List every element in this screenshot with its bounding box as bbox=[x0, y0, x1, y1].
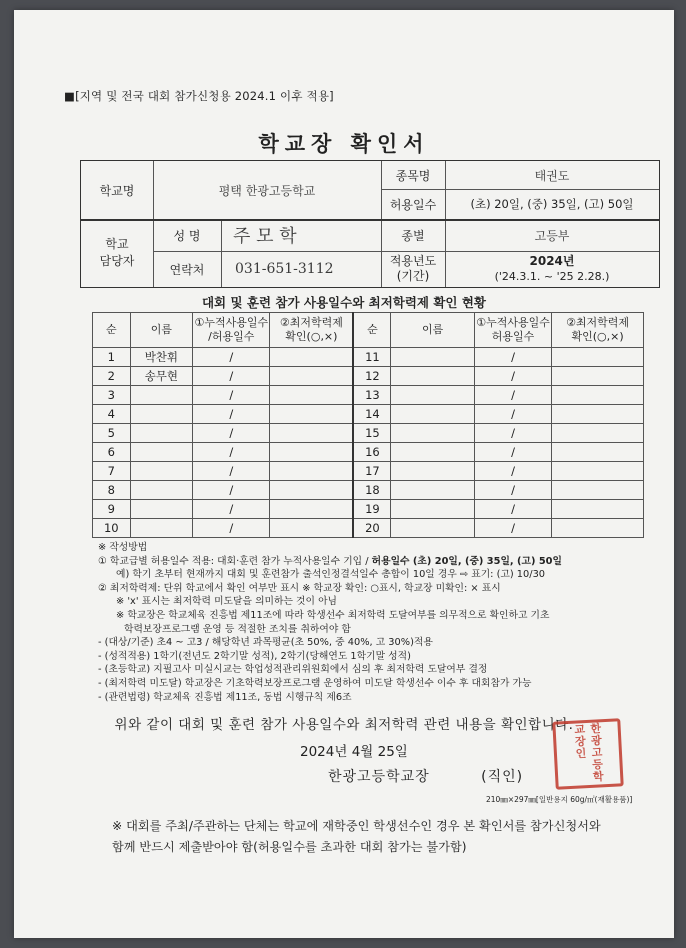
row-no-2: 15 bbox=[353, 424, 391, 443]
table-row bbox=[93, 386, 644, 405]
row-no-2: 11 bbox=[353, 348, 391, 367]
principal-title: 한광고등학교장 (직인) bbox=[328, 769, 524, 785]
name-label: 성 명 bbox=[173, 228, 201, 243]
row-no-2: 12 bbox=[353, 367, 391, 386]
table-row bbox=[93, 443, 644, 462]
note-1-example: 예) 학기 초부터 현재까지 대회 및 훈련참가 출석인정결석일수 총합이 10일 경우 ⇨ 표기: (고) 10/30 bbox=[116, 569, 546, 581]
row-name: 송무현 bbox=[130, 367, 193, 386]
row-no-2: 14 bbox=[353, 405, 391, 424]
allowed-days-label: 허용일수 bbox=[389, 197, 437, 212]
row-no: 8 bbox=[93, 481, 131, 500]
row-name-2 bbox=[391, 424, 474, 443]
row-min-2 bbox=[552, 348, 644, 367]
row-min-2 bbox=[552, 367, 644, 386]
col-no-2: 순 bbox=[353, 313, 391, 348]
row-min-2 bbox=[552, 424, 644, 443]
row-no-2: 18 bbox=[353, 481, 391, 500]
row-min bbox=[270, 462, 353, 481]
row-name-2 bbox=[391, 519, 474, 538]
row-days: / bbox=[193, 367, 270, 386]
row-no: 4 bbox=[93, 405, 131, 424]
row-min-2 bbox=[552, 462, 644, 481]
col-days: ①누적사용일수 /허용일수 bbox=[193, 313, 270, 348]
row-name-2 bbox=[391, 405, 474, 424]
note-9: - (관련법령) 학교체육 진흥법 제11조, 동법 시행규칙 제6조 bbox=[98, 691, 352, 703]
row-name-2 bbox=[391, 462, 474, 481]
row-min-2 bbox=[552, 386, 644, 405]
note-1: ① 학교급별 허용일수 적용: 대회·훈련 참가 누적사용일수 기입 / 허용일수 (초) 20일, (중) 35일, (고) 50일 bbox=[98, 555, 562, 567]
row-min-2 bbox=[552, 500, 644, 519]
row-name bbox=[130, 424, 193, 443]
row-min bbox=[270, 481, 353, 500]
col-min: ②최저학력제 확인(○,×) bbox=[270, 313, 353, 348]
instructions bbox=[98, 541, 658, 704]
event-label: 종목명 bbox=[395, 168, 431, 183]
table-row bbox=[93, 481, 644, 500]
category-label: 종별 bbox=[401, 228, 425, 243]
row-min-2 bbox=[552, 481, 644, 500]
note-6: - (성적적용) 1학기(전년도 2학기말 성적), 2학기(당해연도 1학기말 성적) bbox=[98, 650, 411, 662]
col-no: 순 bbox=[93, 313, 131, 348]
row-name bbox=[130, 519, 193, 538]
col-name: 이름 bbox=[130, 313, 193, 348]
row-name-2 bbox=[391, 443, 474, 462]
row-name-2 bbox=[391, 367, 474, 386]
table-row bbox=[93, 519, 644, 538]
row-days: / bbox=[193, 500, 270, 519]
table-row bbox=[93, 405, 644, 424]
row-name-2 bbox=[391, 500, 474, 519]
col-days-2: ①누적사용일수 허용일수 bbox=[474, 313, 551, 348]
note-3: ※ 'x' 표시는 최저학력 미도달을 의미하는 것이 아님 bbox=[116, 596, 338, 608]
official-seal-stamp: 한광고등학교장인 bbox=[552, 718, 623, 789]
row-no: 3 bbox=[93, 386, 131, 405]
row-min-2 bbox=[552, 519, 644, 538]
row-days-2: / bbox=[474, 348, 551, 367]
row-min bbox=[270, 500, 353, 519]
row-no: 6 bbox=[93, 443, 131, 462]
contact-label: 연락처 bbox=[169, 262, 205, 277]
category-value: 고등부 bbox=[534, 228, 570, 243]
row-name bbox=[130, 443, 193, 462]
row-name: 박찬휘 bbox=[130, 348, 193, 367]
contact-value: 031-651-3112 bbox=[235, 261, 334, 277]
footer-note: ※ 대회를 주최/주관하는 단체는 학교에 재학중인 학생선수인 경우 본 확인서를 참가신청서와 함께 반드시 제출받아야 함(허용일수를 초과한 대회 참가는 불가함) bbox=[112, 819, 601, 854]
row-days-2: / bbox=[474, 367, 551, 386]
row-min bbox=[270, 424, 353, 443]
table-row bbox=[93, 348, 644, 367]
row-no-2: 13 bbox=[353, 386, 391, 405]
note-4: ※ 학교장은 학교체육 진흥법 제11조에 따라 학생선수 최저학력 도달여부를 의무적으로 확인하고 기초 bbox=[116, 609, 550, 621]
table-row bbox=[93, 367, 644, 386]
signature-date: 2024년 4월 25일 bbox=[300, 744, 408, 760]
row-min-2 bbox=[552, 405, 644, 424]
allowed-days-value: (초) 20일, (중) 35일, (고) 50일 bbox=[470, 197, 634, 211]
info-table bbox=[80, 160, 660, 288]
roster-table bbox=[92, 312, 644, 538]
row-no-2: 17 bbox=[353, 462, 391, 481]
row-name bbox=[130, 500, 193, 519]
row-days-2: / bbox=[474, 500, 551, 519]
row-no-2: 19 bbox=[353, 500, 391, 519]
row-no-2: 20 bbox=[353, 519, 391, 538]
row-days: / bbox=[193, 424, 270, 443]
row-min bbox=[270, 367, 353, 386]
row-min bbox=[270, 519, 353, 538]
row-days-2: / bbox=[474, 443, 551, 462]
row-days: / bbox=[193, 386, 270, 405]
note-7: - (초등학교) 지필고사 미실시교는 학업성적관리위원회에서 심의 후 최저학력 도달여부 결정 bbox=[98, 664, 488, 676]
school-value: 평택 한광고등학교 bbox=[218, 183, 316, 198]
row-days-2: / bbox=[474, 519, 551, 538]
row-no: 5 bbox=[93, 424, 131, 443]
row-name bbox=[130, 462, 193, 481]
note-4-cont: 학력보장프로그램 운영 등 적절한 조치를 취하여야 함 bbox=[124, 623, 351, 635]
row-name bbox=[130, 386, 193, 405]
name-value: 주 모 학 bbox=[233, 226, 297, 247]
row-name-2 bbox=[391, 386, 474, 405]
row-days-2: / bbox=[474, 462, 551, 481]
paper-spec: 210㎜×297㎜[일반용지 60g/㎡(재활용품)] bbox=[486, 795, 633, 804]
row-days-2: / bbox=[474, 386, 551, 405]
table-row bbox=[93, 462, 644, 481]
row-name-2 bbox=[391, 348, 474, 367]
row-days-2: / bbox=[474, 481, 551, 500]
col-min-2: ②최저학력제 확인(○,×) bbox=[552, 313, 644, 348]
row-min bbox=[270, 386, 353, 405]
col-name-2: 이름 bbox=[391, 313, 474, 348]
row-no: 1 bbox=[93, 348, 131, 367]
row-min bbox=[270, 405, 353, 424]
section-title: 대회 및 훈련 참가 사용일수와 최저학력제 확인 현황 bbox=[201, 295, 487, 310]
row-name bbox=[130, 405, 193, 424]
row-no: 9 bbox=[93, 500, 131, 519]
row-days: / bbox=[193, 481, 270, 500]
row-min bbox=[270, 443, 353, 462]
header-tag: ■[지역 및 전국 대회 참가신청용 2024.1 이후 적용] bbox=[64, 89, 334, 103]
row-no: 2 bbox=[93, 367, 131, 386]
row-name bbox=[130, 481, 193, 500]
document-title: 학교장 확인서 bbox=[258, 132, 430, 156]
table-row bbox=[93, 424, 644, 443]
table-row bbox=[93, 500, 644, 519]
note-8: - (최저학력 미도달) 학교장은 기초학력보장프로그램 운영하여 미도달 학생선수 이수 후 대회참가 가능 bbox=[98, 677, 532, 689]
row-min-2 bbox=[552, 443, 644, 462]
year-label: 적용년도 (기간) bbox=[389, 254, 437, 283]
note-5: - (대상/기준) 초4 ~ 고3 / 해당학년 과목평균(초 50%, 중 40%, 고 30%)적용 bbox=[98, 637, 433, 649]
row-no: 10 bbox=[93, 519, 131, 538]
row-days-2: / bbox=[474, 424, 551, 443]
row-days: / bbox=[193, 443, 270, 462]
notes-heading: ※ 작성방법 bbox=[98, 542, 148, 553]
row-days: / bbox=[193, 405, 270, 424]
year-value: 2024년 ('24.3.1. ~ '25 2.28.) bbox=[494, 254, 610, 283]
staff-label: 학교 담당자 bbox=[99, 237, 135, 268]
row-no-2: 16 bbox=[353, 443, 391, 462]
note-2: ② 최저학력제: 단위 학교에서 확인 여부만 표시 ※ 학교장 확인: ○표시, 학교장 미확인: × 표시 bbox=[98, 582, 501, 594]
row-days: / bbox=[193, 348, 270, 367]
document-page bbox=[14, 10, 674, 938]
row-no: 7 bbox=[93, 462, 131, 481]
row-days: / bbox=[193, 519, 270, 538]
row-days: / bbox=[193, 462, 270, 481]
row-min bbox=[270, 348, 353, 367]
school-label: 학교명 bbox=[99, 183, 135, 198]
event-value: 태권도 bbox=[534, 168, 570, 183]
row-days-2: / bbox=[474, 405, 551, 424]
row-name-2 bbox=[391, 481, 474, 500]
confirmation-text: 위와 같이 대회 및 훈련 참가 사용일수와 최저학력 관련 내용을 확인합니다. bbox=[114, 717, 574, 733]
